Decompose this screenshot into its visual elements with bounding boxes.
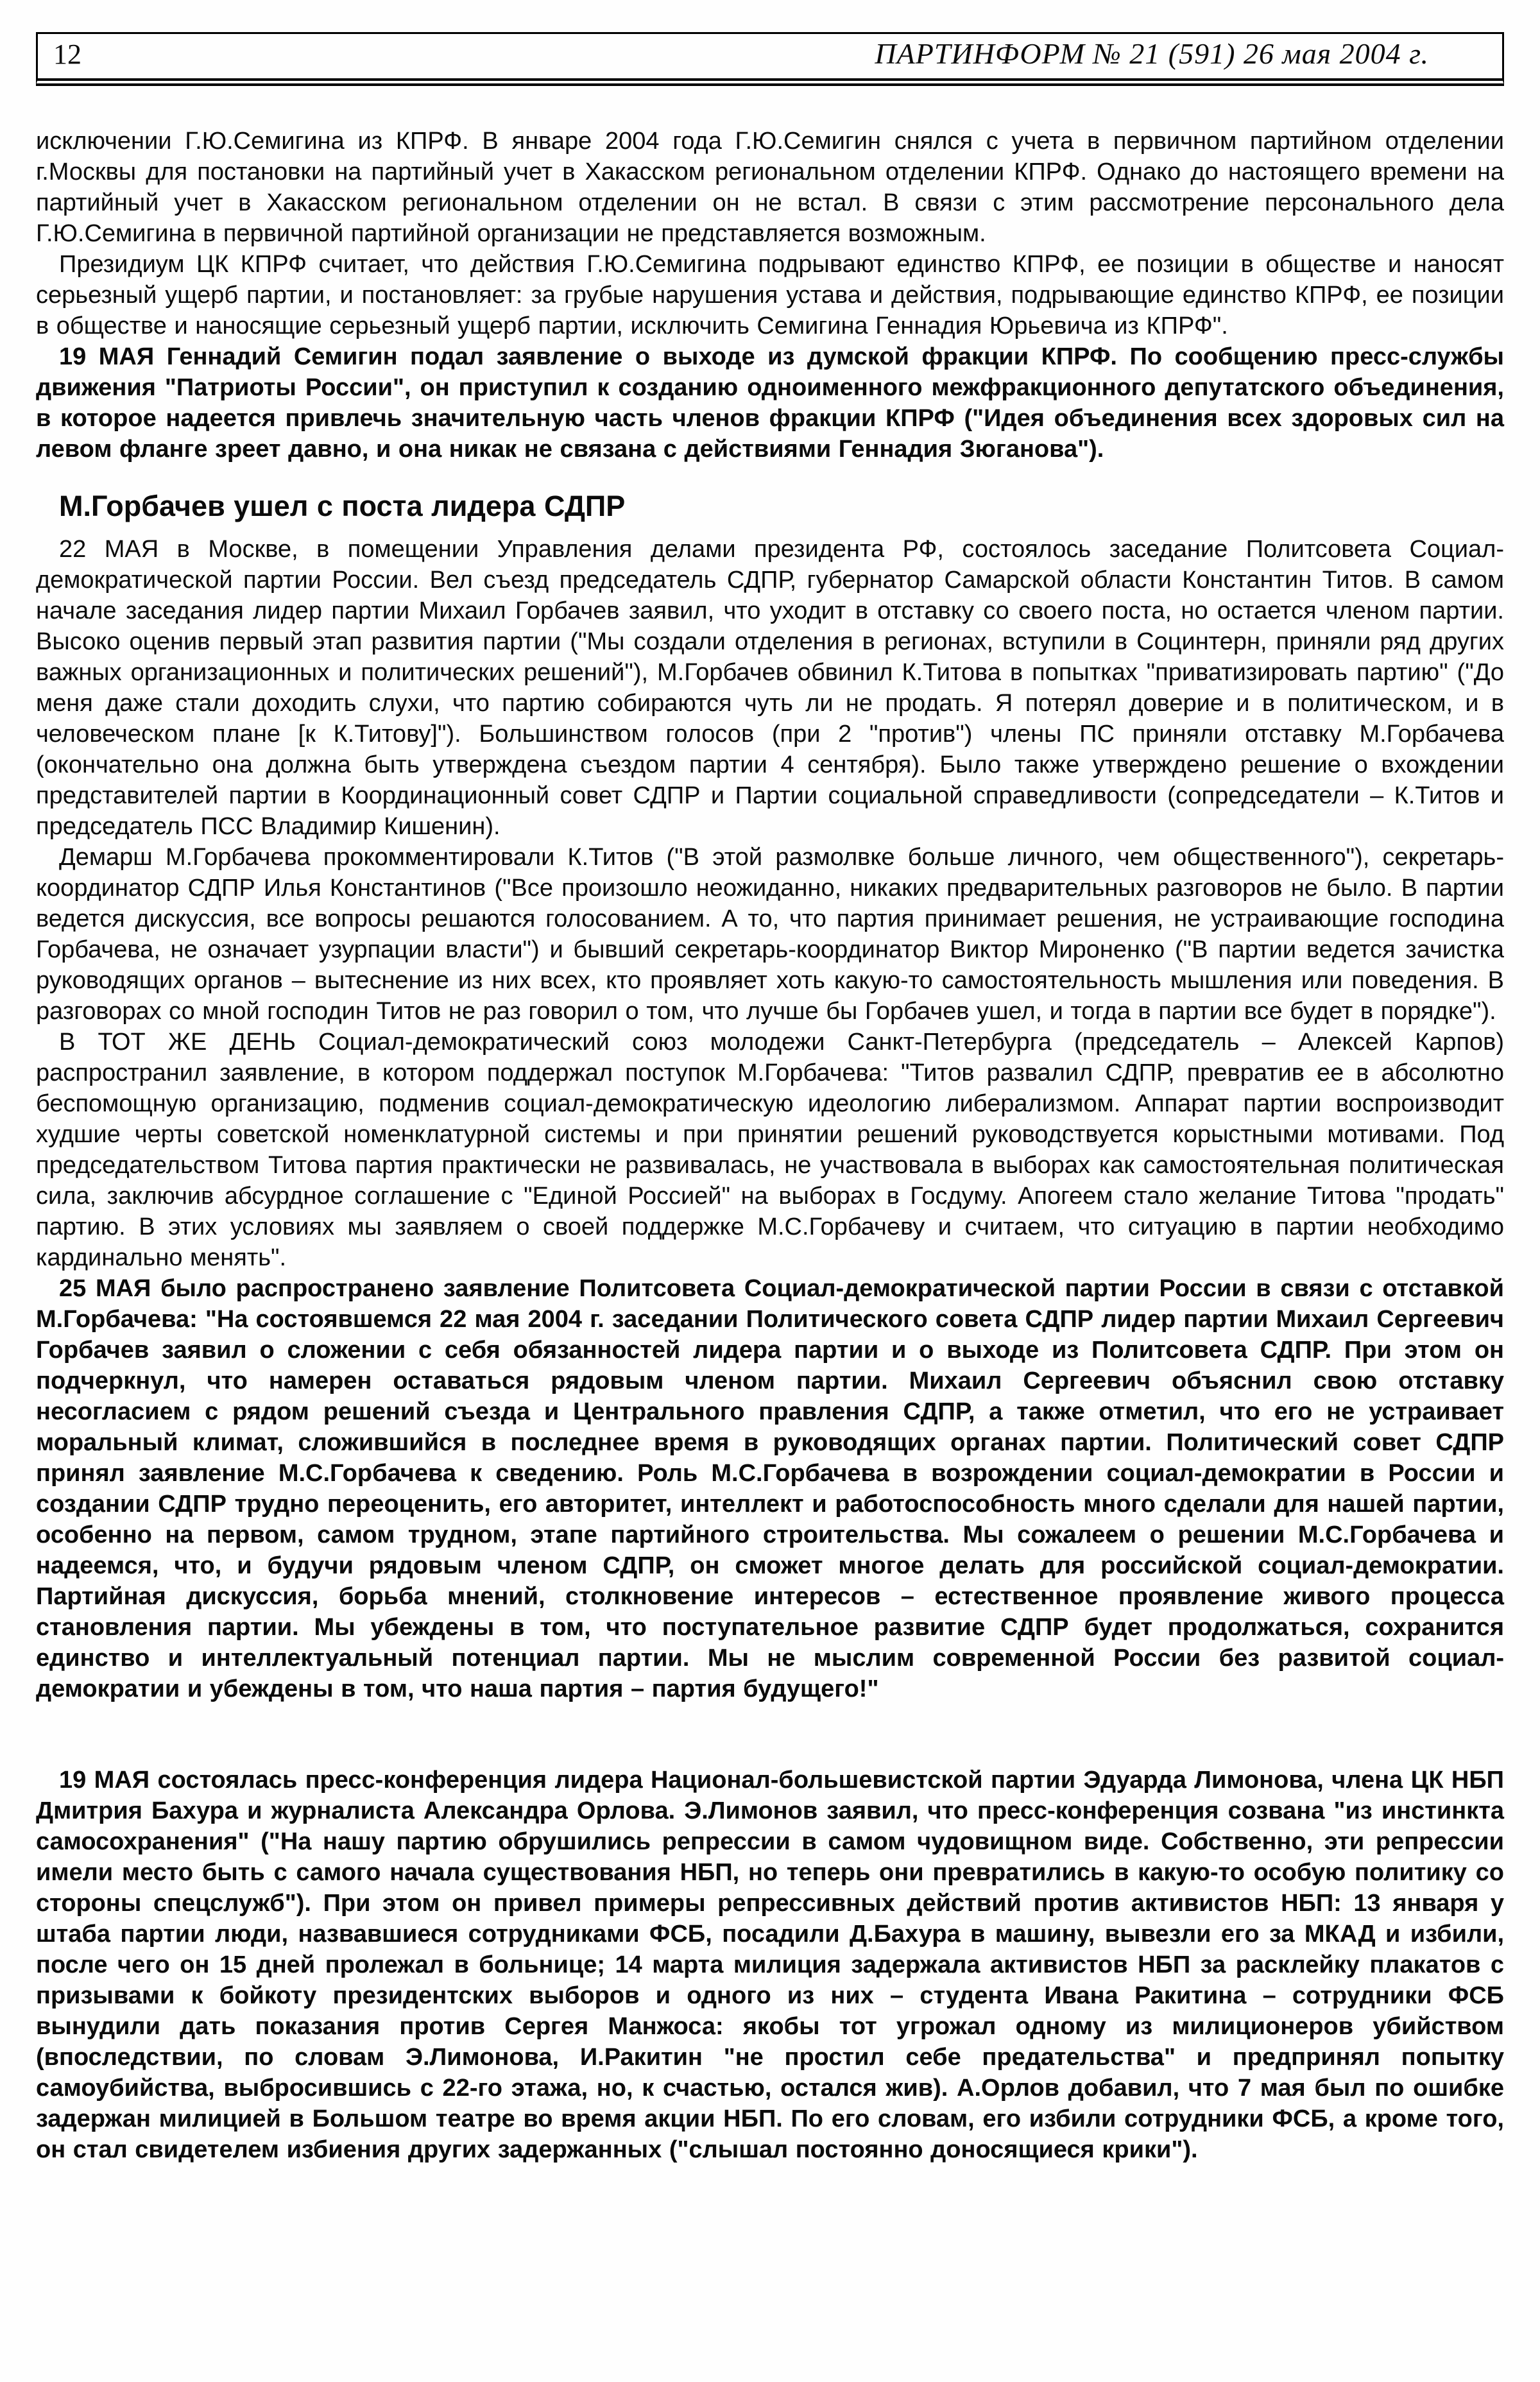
paragraph-sdpr-official-statement: 25 МАЯ было распространено заявление Политсовета Социал-демократической партии России в связи с отставкой М.Горбачева: "На состоявшемся 22 мая 2004 г. заседании Политического совета СДПР лидер партии Михаил Сергеевич Горбачев заявил о сложении с себя обязанностей лидера партии и о выходе из Политсовета СДПР. При этом он подчеркнул, что намерен оставаться рядовым членом партии. Михаил Сергеевич объяснил свою отставку несогласием с рядом решений съезда и Центрального правления СДПР, а также отметил, что его не устраивает моральный климат, сложившийся в последнее время в руководящих органах партии. Политический совет СДПР принял заявление М.С.Горбачева к сведению. Роль М.С.Горбачева в возрождении социал-демократии в России и создании СДПР трудно переоценить, его авторитет, интеллект и работоспособность много сделали для нашей партии, особенно на первом, самом трудном, этапе партийного строительства. Мы сожалеем о решении М.С.Горбачева и надеемся, что, и будучи рядовым членом СДПР, он сможет многое делать для российской социал-демократии. Партийная дискуссия, борьба мнений, столкновение интересов – естественное проявление живого процесса становления партии. Мы убеждены в том, что поступательное развитие СДПР будет продолжаться, сохранится единство и интеллектуальный потенциал партии. Мы не мыслим современной России без развитой социал-демократии и убеждены в том, что наша партия – партия будущего!": [36, 1274, 1504, 1702]
paragraph-semigin-faction-exit: 19 МАЯ Геннадий Семигин подал заявление о выходе из думской фракции КПРФ. По сообщению пресс-службы движения "Патриоты России", он приступил к созданию одноименного межфракционного депутатского объединения, в которое надеется привлечь значительную часть членов фракции КПРФ ("Идея объединения всех здоровых сил на левом фланге зреет давно, и она никак не связана с действиями Геннадия Зюганова").: [36, 343, 1504, 463]
paragraph-nbp-press-conference: 19 МАЯ состоялась пресс-конференция лидера Национал-большевистской партии Эдуарда Лимонова, члена ЦК НБП Дмитрия Бахура и журналиста Александра Орлова. Э.Лимонов заявил, что пресс-конференция созвана "из инстинкта самосохранения" ("На нашу партию обрушились репрессии в самом чудовищном виде. Собственно, эти репрессии имели место быть с самого начала существования НБП, но теперь они превратились в какую-то особую политику со стороны спецслужб"). При этом он привел примеры репрессивных действий против активистов НБП: 13 января у штаба партии люди, назвавшиеся сотрудниками ФСБ, посадили Д.Бахура в машину, вывезли его за МКАД и избили, после чего он 15 дней пролежал в больнице; 14 марта милиция задержала активистов НБП за расклейку плакатов с призывами к бойкоту президентских выборов и одного из них – студента Ивана Ракитина – сотрудники ФСБ вынудили дать показания против Сергея Манжоса: якобы тот угрожал одному из милиционеров убийством (впоследствии, по словам Э.Лимонова, И.Ракитин "не простил себе предательства" и предпринял попытку самоубийства, выбросившись с 22-го этажа, но, к счастью, остался жив). А.Орлов добавил, что 7 мая был по ошибке задержан милицией в Большом театре во время акции НБП. По его словам, его избили сотрудники ФСБ, а кроме того, он стал свидетелем избиения других задержанных ("слышал постоянно доносящиеся крики").: [36, 1766, 1504, 2163]
page-header: [36, 32, 1504, 86]
section-heading-gorbachev: М.Горбачев ушел с поста лидера СДПР: [59, 489, 626, 522]
page-number: 12: [53, 39, 81, 70]
article-body: [36, 126, 1504, 2165]
paragraph-sdsm-statement: В ТОТ ЖЕ ДЕНЬ Социал-демократический союз молодежи Санкт-Петербурга (председатель – Алексей Карпов) распространил заявление, в котором поддержал поступок М.Горбачева: "Титов развалил СДПР, превратив ее в абсолютно беспомощную организацию, подменив социал-демократическую идеологию либерализмом. Аппарат партии воспроизводит худшие черты советской номенклатурной системы и при принятии решений руководствуется корыстными мотивами. Под председательством Титова партия практически не развивалась, не участвовала в выборах как самостоятельная политическая сила, заключив абсурдное соглашение с "Единой Россией" на выборах в Госдуму. Апогеем стало желание Титова "продать" партию. В этих условиях мы заявляем о своей поддержке М.С.Горбачеву и считаем, что ситуацию в партии необходимо кардинально менять".: [36, 1028, 1504, 1271]
section-gap: [36, 1704, 1504, 1765]
paragraph-sdpr-politsovet-meeting: 22 МАЯ в Москве, в помещении Управления делами президента РФ, состоялось заседание Политсовета Социал-демократической партии России. Вел съезд председатель СДПР, губернатор Самарской области Константин Титов. В самом начале заседания лидер партии Михаил Горбачев заявил, что уходит в отставку со своего поста, но остается членом партии. Высоко оценив первый этап развития партии ("Мы создали отделения в регионах, вступили в Социнтерн, приняли ряд других важных организационных и политических решений"), М.Горбачев обвинил К.Титова в попытках "приватизировать партию" ("До меня даже стали доходить слухи, что партию собираются чуть ли не продать. Я потерял доверие и в политическом, и в человеческом плане [к К.Титову]"). Большинством голосов (при 2 "против") члены ПС приняли отставку М.Горбачева (окончательно она должна быть утверждена съездом партии 4 сентября). Было также утверждено решение о вхождении представителей партии в Координационный совет СДПР и Партии социальной справедливости (сопредседатели – К.Титов и председатель ПСС Владимир Кишенин).: [36, 535, 1504, 840]
paragraph-semigin-registration: исключении Г.Ю.Семигина из КПРФ. В январе 2004 года Г.Ю.Семигин снялся с учета в первичном партийном отделении г.Москвы для постановки на партийный учет в Хакасском региональном отделении КПРФ. Однако до настоящего времени на партийный учет в Хакасском региональном отделении он не встал. В связи с этим рассмотрение персонального дела Г.Ю.Семигина в первичной партийной организации не представляется возможным.: [36, 127, 1504, 247]
masthead-title: ПАРТИНФОРМ № 21 (591) 26 мая 2004 г.: [875, 37, 1429, 70]
paragraph-gorbachev-demarche-comments: Демарш М.Горбачева прокомментировали К.Титов ("В этой размолвке больше личного, чем общественного"), секретарь-координатор СДПР Илья Константинов ("Все произошло неожиданно, никаких предварительных разговоров не было. В партии ведется дискуссия, все вопросы решаются голосованием. А то, что партия принимает решения, не устраивающие господина Горбачева, не означает узурпации власти") и бывший секретарь-координатор Виктор Мироненко ("В партии ведется зачистка руководящих органов – вытеснение из них всех, кто проявляет хоть какую-то самостоятельность мышления или поведения. В разговорах со мной господин Титов не раз говорил о том, что лучше бы Горбачев ушел, и тогда в партии все будет в порядке").: [36, 843, 1504, 1025]
paragraph-kprf-presidium-decision: Президиум ЦК КПРФ считает, что действия Г.Ю.Семигина подрывают единство КПРФ, ее позиции в обществе и наносят серьезный ущерб партии, и постановляет: за грубые нарушения устава и действия, подрывающие единство КПРФ, ее позиции в обществе и наносящие серьезный ущерб партии, исключить Семигина Геннадия Юрьевича из КПРФ".: [36, 250, 1504, 339]
